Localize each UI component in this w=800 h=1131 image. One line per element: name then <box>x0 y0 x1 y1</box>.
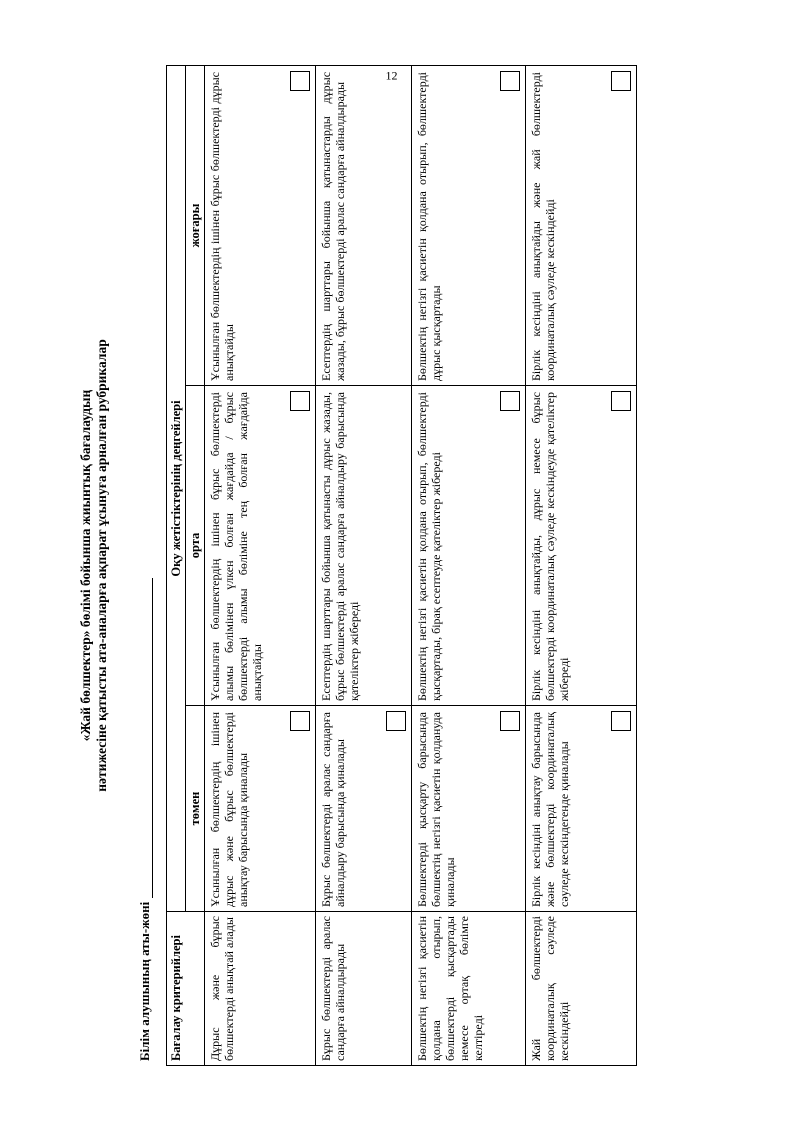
high-level-cell <box>316 65 412 385</box>
rubric-row <box>316 65 412 1065</box>
mid-level-checkbox[interactable] <box>290 391 310 411</box>
rubric-row <box>526 65 637 1065</box>
criterion-cell: Бұрыс бөлшектерді аралас сандарға айналдырады <box>316 912 412 1066</box>
title-line-2: нәтижесіне қатысты ата-аналарға ақпарат ұсынуға арналған рубрикалар <box>94 339 109 792</box>
low-level-checkbox[interactable] <box>611 711 631 731</box>
title-line-1: «Жай бөлшектер» бөлімі бойынша жиынтық бағалаудың <box>78 389 93 742</box>
mid-level-text: Есептердің шарттары бойынша қатынасты дұрыс жазады, бұрыс бөлшектерді аралас сандарға айналдыру барысында қателіктер жібереді <box>319 392 361 701</box>
learner-name-blank-line[interactable] <box>139 578 153 898</box>
high-level-checkbox[interactable] <box>611 71 631 91</box>
low-level-text: Бірлік кесіндіні анықтау барысында және бөлшектерді координаталық сәуледе кескіндегенде қиналады <box>529 712 571 907</box>
high-level-text: Ұсынылған бөлшектердің ішінен бұрыс бөлшектерді дұрыс анықтайды <box>208 71 236 381</box>
low-level-cell <box>412 706 526 912</box>
criterion-cell: Жай бөлшектерді координаталық сәуледе кескіндейді <box>526 912 637 1066</box>
page-number: 12 <box>385 68 398 83</box>
levels-header: Оқу жетістіктерінің деңгейлері <box>167 65 186 911</box>
mid-level-text: Бөлшектің негізгі қасиетін қолдана отырып, бөлшектерді қысқартады, бірақ есептеуде қателіктер жібереді <box>415 392 443 701</box>
mid-level-text: Бірлік кесіндіні анықтайды, дұрыс немесе бұрыс бөлшектерді координаталық сәуледе кескіндеуде қателіктер жібереді <box>529 392 571 701</box>
mid-level-checkbox[interactable] <box>611 391 631 411</box>
learner-name-row <box>137 578 153 1061</box>
criterion-cell: Дұрыс және бұрыс бөлшектерді анықтай алады <box>205 912 316 1066</box>
rubric-row <box>412 65 526 1065</box>
high-level-cell <box>205 65 316 385</box>
learner-name-label: Білім алушының аты-жөні <box>137 901 152 1061</box>
rubric-row <box>205 65 316 1065</box>
high-level-text: Бөлшектің негізгі қасиетін қолдана отырып, бөлшектерді дұрыс қысқартады <box>415 71 443 381</box>
low-level-checkbox[interactable] <box>500 711 520 731</box>
mid-level-checkbox[interactable] <box>500 391 520 411</box>
level-name-low: төмен <box>186 706 205 912</box>
low-level-checkbox[interactable] <box>290 711 310 731</box>
low-level-checkbox[interactable] <box>386 711 406 731</box>
rubric-table <box>166 65 637 1066</box>
header-row-1 <box>167 65 186 1065</box>
criteria-header: Бағалау критерийлері <box>167 912 205 1066</box>
mid-level-cell <box>316 386 412 706</box>
high-level-text: Бірлік кесіндіні анықтайды және жай бөлшектерді координаталық сәуледе кескіндейді <box>529 71 557 381</box>
low-level-cell <box>526 706 637 912</box>
low-level-text: Бөлшектерді қысқарту барысында бөлшектің негізгі қасиетін қолдануда қиналады <box>415 712 457 907</box>
level-name-high: жоғары <box>186 65 205 385</box>
high-level-checkbox[interactable] <box>290 71 310 91</box>
low-level-cell <box>205 706 316 912</box>
criterion-cell: Бөлшектің негізгі қасиетін қолдана отырып, бөлшектерді қысқартады немесе ортақ бөлімге келтіреді <box>412 912 526 1066</box>
low-level-cell <box>316 706 412 912</box>
low-level-text: Ұсынылған бөлшектердің ішінен дұрыс және бұрыс бөлшектерді анықтау барысында қиналады <box>208 712 250 907</box>
high-level-cell <box>526 65 637 385</box>
high-level-cell <box>412 65 526 385</box>
mid-level-cell <box>205 386 316 706</box>
low-level-text: Бұрыс бөлшектерді аралас сандарға айналдыру барысында қиналады <box>319 712 347 907</box>
high-level-checkbox[interactable] <box>500 71 520 91</box>
mid-level-text: Ұсынылған бөлшектердің ішінен бұрыс бөлшектерді алымы бөлімінен үлкен болған жағдайда / бұрыс бөлшектерді алымы бөлiмiне тең болған жағдайда анықтайды <box>208 392 264 701</box>
high-level-text: Есептердің шарттары бойынша қатынастарды дұрыс жазады, бұрыс бөлшектерді аралас сандарға айналдырады <box>319 71 347 381</box>
mid-level-cell <box>526 386 637 706</box>
mid-level-cell <box>412 386 526 706</box>
level-name-mid: орта <box>186 386 205 706</box>
